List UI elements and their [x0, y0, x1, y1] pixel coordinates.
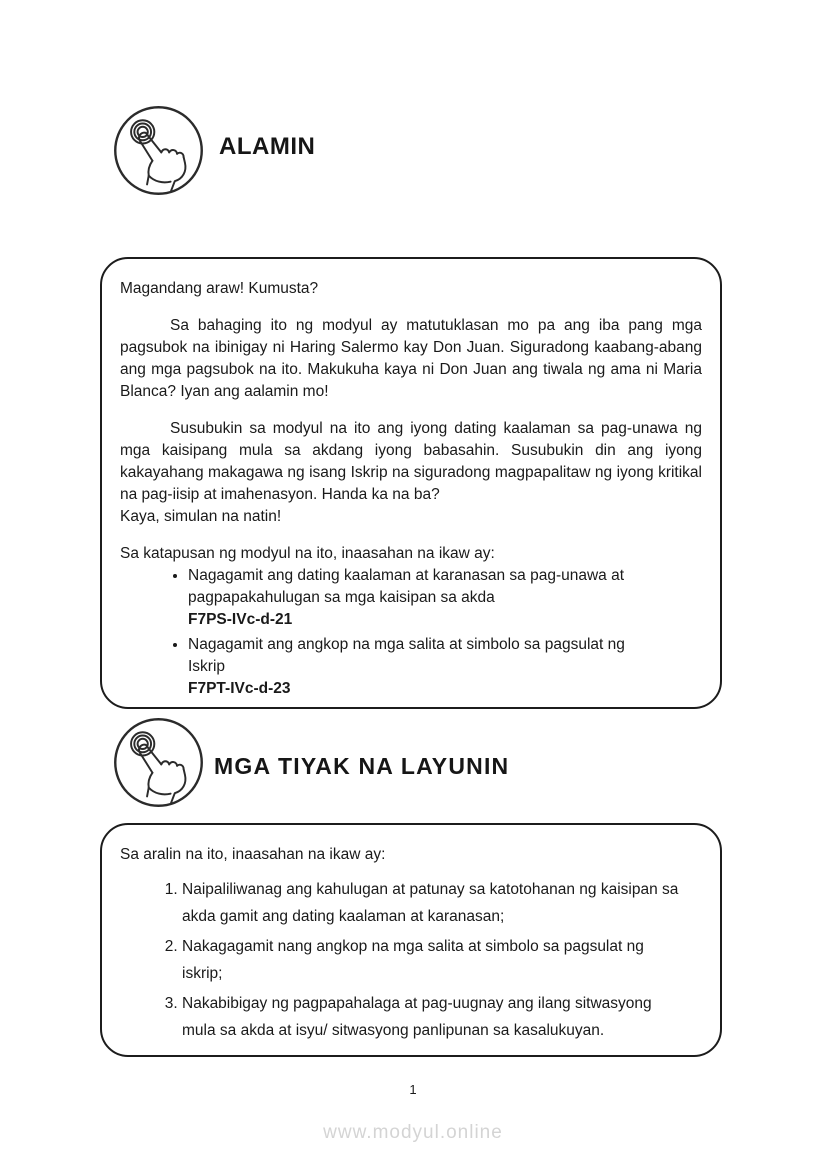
watermark-text: www.modyul.online	[323, 1122, 503, 1143]
objective-item	[188, 565, 702, 631]
expectations-intro-text: Sa katapusan ng modyul na ito, inaasahan na ikaw ay:	[120, 545, 495, 562]
goal-item: 2. Nakagagamit nang angkop na mga salita at simbolo sa pagsulat ng iskrip;	[182, 933, 688, 987]
objective-code: F7PS-IVc-d-21	[188, 611, 293, 628]
call-to-action-text: Kaya, simulan na natin!	[120, 508, 282, 525]
hand-press-button-icon	[112, 102, 205, 199]
greeting-text: Magandang araw! Kumusta?	[120, 280, 319, 297]
objective-item	[188, 634, 702, 700]
goal-item: 3. Nakabibigay ng pagpapahalaga at pag-uugnay ang ilang sitwasyong mula sa akda at isyu/ sitwasyong panlipunan sa kasalukuyan.	[182, 990, 688, 1044]
intro-paragraph: Sa bahaging ito ng modyul ay matutuklasan mo pa ang iba pang mga pagsubok na ibinigay ni Haring Salermo kay Don Juan. Siguradong kaabang-abang ang mga pagsubok na ito. Makukuha kaya ni Don Juan ang tiwala ng ama ni Maria Blanca? Iyan ang aalamin mo!	[120, 317, 702, 400]
page-number: 1	[409, 1082, 417, 1097]
goal-item: 1. Naipaliliwanag ang kahulugan at patunay sa katotohanan ng kaisipan sa akda gamit ang dating kaalaman at karanasan;	[182, 876, 688, 930]
objective-code: F7PT-IVc-d-23	[188, 680, 291, 697]
section-title-layunin: MGA TIYAK NA LAYUNIN	[214, 753, 510, 779]
objectives-list	[120, 565, 702, 700]
alamin-content-box	[100, 257, 722, 709]
overview-paragraph: Susubukin sa modyul na ito ang iyong dating kaalaman sa pag-unawa ng mga kaisipang mula sa akdang iyong babasahin. Susubukin din ang iyong kakayahang makagawa ng isang Iskrip na siguradong magpapalitaw ng iyong kritikal na pag-iisip at imahenasyon. Handa ka na ba?	[120, 420, 702, 503]
goals-list	[120, 876, 702, 1044]
goals-intro-text: Sa aralin na ito, inaasahan na ikaw ay:	[120, 846, 386, 863]
layunin-content-box	[100, 823, 722, 1057]
objective-text: • Nagagamit ang dating kaalaman at karanasan sa pag-unawa at pagpapakahulugan sa mga kaisipan sa akda	[188, 567, 625, 606]
objective-text: • Nagagamit ang angkop na mga salita at simbolo sa pagsulat ng Iskrip	[188, 636, 625, 675]
hand-press-button-icon	[112, 714, 205, 811]
section-title-alamin: ALAMIN	[219, 133, 316, 160]
